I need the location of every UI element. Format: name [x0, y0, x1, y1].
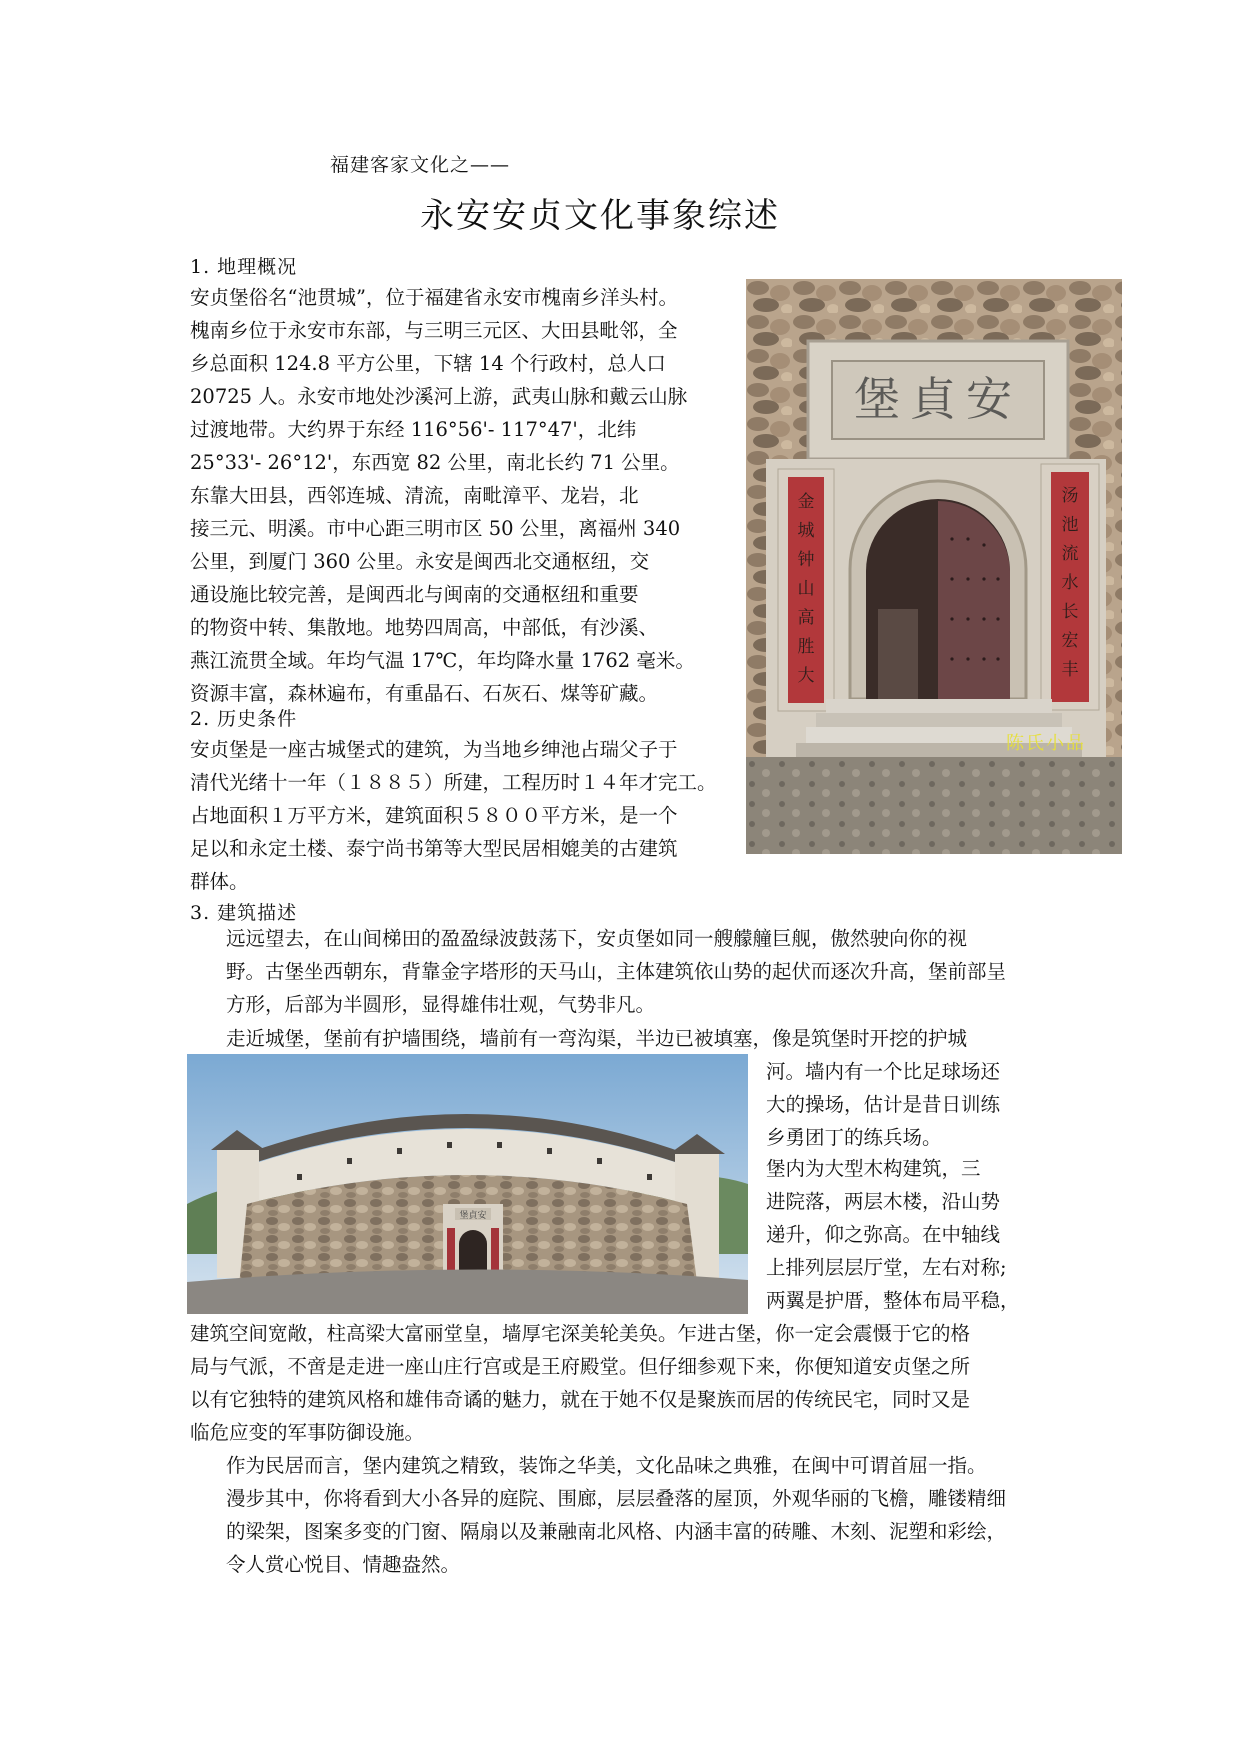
section3-para1	[190, 922, 1050, 1021]
section3-para2-line: 河。墙内有一个比足球场还	[766, 1060, 1001, 1083]
section2-body	[190, 733, 730, 898]
section3-para3-line: 递升，仰之弥高。在中轴线	[766, 1223, 1001, 1246]
section3-para2-right	[766, 1055, 1056, 1154]
section3-para3-line: 两翼是护厝，整体布局平稳，	[766, 1289, 1020, 1312]
section3-para2-line: 乡勇团丁的练兵场。	[766, 1126, 942, 1149]
section3-para3-right	[766, 1152, 1056, 1317]
section1-line: 资源丰富，森林遍布，有重晶石、石灰石、煤等矿藏。	[190, 682, 659, 705]
section3-para1-line: 方形，后部为半圆形，显得雄伟壮观，气势非凡。	[226, 993, 656, 1016]
section3-para3-line: 进院落，两层木楼，沿山势	[766, 1190, 1001, 1213]
section3-para4-line: 漫步其中，你将看到大小各异的庭院、围廊，层层叠落的屋顶，外观华丽的飞檐，雕镂精细	[226, 1487, 1007, 1510]
section2-line: 安贞堡是一座古城堡式的建筑，为当地乡绅池占瑞父子于	[190, 738, 678, 761]
section1-line: 燕江流贯全域。年均气温 17℃，年均降水量 1762 毫米。	[190, 649, 695, 672]
section1-line: 公里，到厦门 360 公里。永安是闽西北交通枢纽，交	[190, 550, 650, 573]
section1-body	[190, 281, 730, 710]
gate-plaque-text: 堡貞安	[854, 372, 1022, 426]
section1-line: 过渡地带。大约界于东经 116°56'- 117°47'，北纬	[190, 418, 637, 441]
section3-para3-line: 上排列层层厅堂，左右对称;	[766, 1256, 1007, 1279]
section3-para4-line: 作为民居而言，堡内建筑之精致，装饰之华美，文化品味之典雅，在闽中可谓首屈一指。	[226, 1454, 987, 1477]
doc-subtitle: 福建客家文化之——	[330, 154, 511, 176]
section3-para3-line: 局与气派，不啻是走进一座山庄行宫或是王府殿堂。但仔细参观下来，你便知道安贞堡之所	[190, 1355, 971, 1378]
section3-para4-line: 令人赏心悦目、情趣盎然。	[226, 1553, 461, 1576]
section2-line: 群体。	[190, 870, 249, 893]
gate-couplet-right: 汤池流水长宏丰	[1061, 486, 1079, 680]
section3-para3-line: 临危应变的军事防御设施。	[190, 1421, 425, 1444]
section2-heading: 2. 历史条件	[190, 708, 298, 730]
section3-para4	[190, 1449, 1050, 1581]
gate-couplet-left: 金城钟山高胜大	[797, 492, 815, 686]
section1-line: 槐南乡位于永安市东部，与三明三元区、大田县毗邻，全	[190, 319, 678, 342]
fort-photo	[187, 1054, 748, 1314]
section1-line: 25°33'- 26°12'，东西宽 82 公里，南北长约 71 公里。	[190, 451, 680, 474]
section1-line: 的物资中转、集散地。地势四周高，中部低，有沙溪、	[190, 616, 659, 639]
gate-photo	[746, 279, 1122, 854]
section1-line: 20725 人。永安市地处沙溪河上游，武夷山脉和戴云山脉	[190, 385, 688, 408]
section2-line: 清代光绪十一年（１８８５）所建，工程历时１４年才完工。	[190, 771, 717, 794]
section3-para3-line: 以有它独特的建筑风格和雄伟奇谲的魅力，就在于她不仅是聚族而居的传统民宅，同时又是	[190, 1388, 971, 1411]
section3-para3-line: 堡内为大型木构建筑，三	[766, 1157, 981, 1180]
section1-line: 安贞堡俗名“池贯城”，位于福建省永安市槐南乡洋头村。	[190, 286, 678, 309]
section3-para3-full	[190, 1317, 1050, 1449]
section3-para2-first: 走近城堡，堡前有护墙围绕，墙前有一弯沟渠，半边已被填塞，像是筑堡时开挖的护城	[226, 1027, 968, 1050]
fort-plaque-text: 堡貞安	[459, 1211, 487, 1221]
section1-line: 乡总面积 124.8 平方公里，下辖 14 个行政村，总人口	[190, 352, 666, 375]
doc-title: 永安安贞文化事象综述	[420, 196, 780, 236]
section1-heading: 1. 地理概况	[190, 256, 298, 278]
section3-para1-line: 远远望去，在山间梯田的盈盈绿波鼓荡下，安贞堡如同一艘艨艟巨舰，傲然驶向你的视	[226, 927, 968, 950]
section3-para3-line: 建筑空间宽敞，柱高梁大富丽堂皇，墙厚宅深美轮美奂。乍进古堡，你一定会震慑于它的格	[190, 1322, 971, 1345]
section1-line: 通设施比较完善，是闽西北与闽南的交通枢纽和重要	[190, 583, 639, 606]
section2-line: 足以和永定土楼、泰宁尚书第等大型民居相媲美的古建筑	[190, 837, 678, 860]
section3-para1-line: 野。古堡坐西朝东，背靠金字塔形的天马山，主体建筑依山势的起伏而逐次升高，堡前部呈	[226, 960, 1007, 983]
section3-para4-line: 的梁架，图案多变的门窗、隔扇以及兼融南北风格、内涵丰富的砖雕、木刻、泥塑和彩绘，	[226, 1520, 1007, 1543]
section3-heading: 3. 建筑描述	[190, 902, 298, 924]
section1-line: 接三元、明溪。市中心距三明市区 50 公里，离福州 340	[190, 517, 681, 540]
section3-para2-line: 大的操场，估计是昔日训练	[766, 1093, 1001, 1116]
gate-watermark: 陈氏小品	[1006, 733, 1086, 754]
section1-line: 东靠大田县，西邻连城、清流，南毗漳平、龙岩，北	[190, 484, 639, 507]
section2-line: 占地面积１万平方米，建筑面积５８００平方米，是一个	[190, 804, 678, 827]
